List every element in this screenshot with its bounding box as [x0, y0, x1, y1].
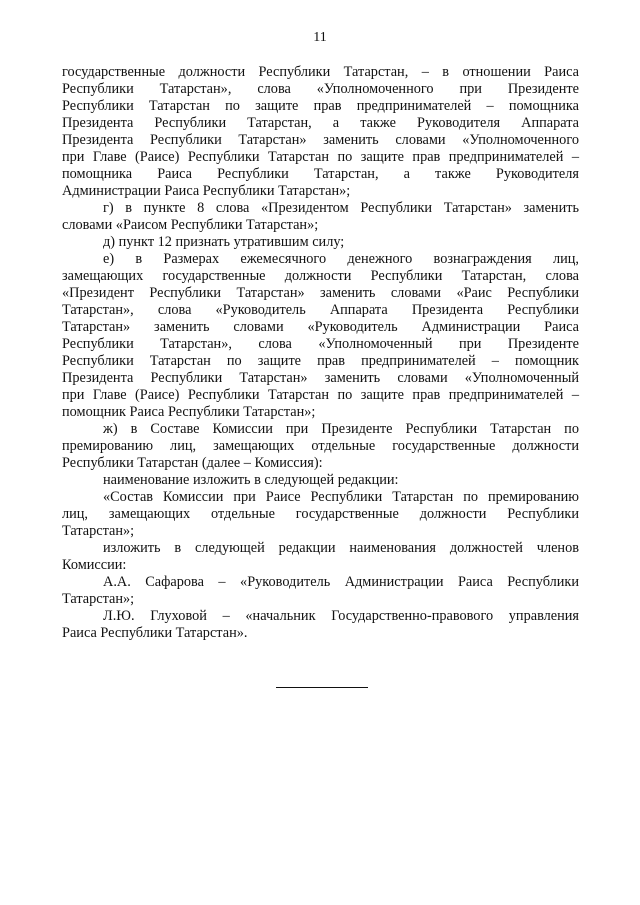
text-line: г) в пункте 8 слова «Президентом Республики Татарстан» заменить [103, 200, 579, 216]
text-line: лиц, замещающих отдельные государственные должности Республики [62, 506, 579, 522]
text-line: Комиссии: [62, 557, 127, 573]
text-line: изложить в следующей редакции наименования должностей членов [103, 540, 579, 556]
paragraph [62, 540, 579, 574]
paragraph [62, 489, 579, 540]
text-line: государственные должности Республики Татарстан, – в отношении Раиса [62, 64, 579, 80]
text-line: Президента Республики Татарстан» заменить словами «Уполномоченного [62, 132, 579, 148]
text-line: е) в Размерах ежемесячного денежного вознаграждения лиц, [103, 251, 579, 267]
text-line: замещающих государственные должности Республики Татарстан, слова [62, 268, 579, 284]
paragraph [62, 574, 579, 608]
text-line: наименование изложить в следующей редакции: [103, 472, 399, 488]
paragraph [62, 200, 579, 234]
text-line: премированию лиц, замещающих отдельные государственные должности [62, 438, 579, 454]
text-line: при Главе (Раисе) Республики Татарстан по защите прав предпринимателей – [62, 387, 579, 403]
end-of-text-rule [276, 687, 368, 688]
text-line: Республики Татарстан», слова «Уполномоченный при Президенте [62, 336, 579, 352]
text-line: «Президент Республики Татарстан» заменить словами «Раис Республики [62, 285, 579, 301]
text-line: «Состав Комиссии при Раисе Республики Татарстан по премированию [103, 489, 579, 505]
text-line: Президента Республики Татарстан, а также Руководителя Аппарата [62, 115, 579, 131]
text-line: ж) в Составе Комиссии при Президенте Республики Татарстан по [103, 421, 579, 437]
text-line: Раиса Республики Татарстан». [62, 625, 248, 641]
paragraph [62, 251, 579, 421]
text-line: Татарстан» заменить словами «Руководитель Администрации Раиса [62, 319, 579, 335]
page-number: 11 [313, 30, 327, 45]
text-line: Администрации Раиса Республики Татарстан»; [62, 183, 351, 199]
text-line: Татарстан»; [62, 591, 135, 607]
text-line: А.А. Сафарова – «Руководитель Администрации Раиса Республики [103, 574, 579, 590]
document-body [62, 64, 579, 642]
text-line: Татарстан»; [62, 523, 135, 539]
text-line: помощника Раиса Республики Татарстан, а также Руководителя [62, 166, 579, 182]
paragraph [62, 608, 579, 642]
text-line: словами «Раисом Республики Татарстан»; [62, 217, 319, 233]
text-line: Президента Республики Татарстан» заменить словами «Уполномоченный [62, 370, 579, 386]
paragraph [62, 234, 579, 251]
text-line: при Главе (Раисе) Республики Татарстан по защите прав предпринимателей – [62, 149, 579, 165]
paragraph [62, 472, 579, 489]
text-line: Республики Татарстан по защите прав предпринимателей – помощника [62, 98, 579, 114]
text-line: Республики Татарстан», слова «Уполномоченного при Президенте [62, 81, 579, 97]
paragraph [62, 64, 579, 200]
text-line: Татарстан», слова «Руководитель Аппарата Президента Республики [62, 302, 579, 318]
text-line: д) пункт 12 признать утратившим силу; [103, 234, 345, 250]
paragraph [62, 421, 579, 472]
text-line: Республики Татарстан по защите прав предпринимателей – помощник [62, 353, 579, 369]
text-line: Л.Ю. Глуховой – «начальник Государственно-правового управления [103, 608, 579, 624]
text-line: помощник Раиса Республики Татарстан»; [62, 404, 316, 420]
text-line: Республики Татарстан (далее – Комиссия): [62, 455, 323, 471]
